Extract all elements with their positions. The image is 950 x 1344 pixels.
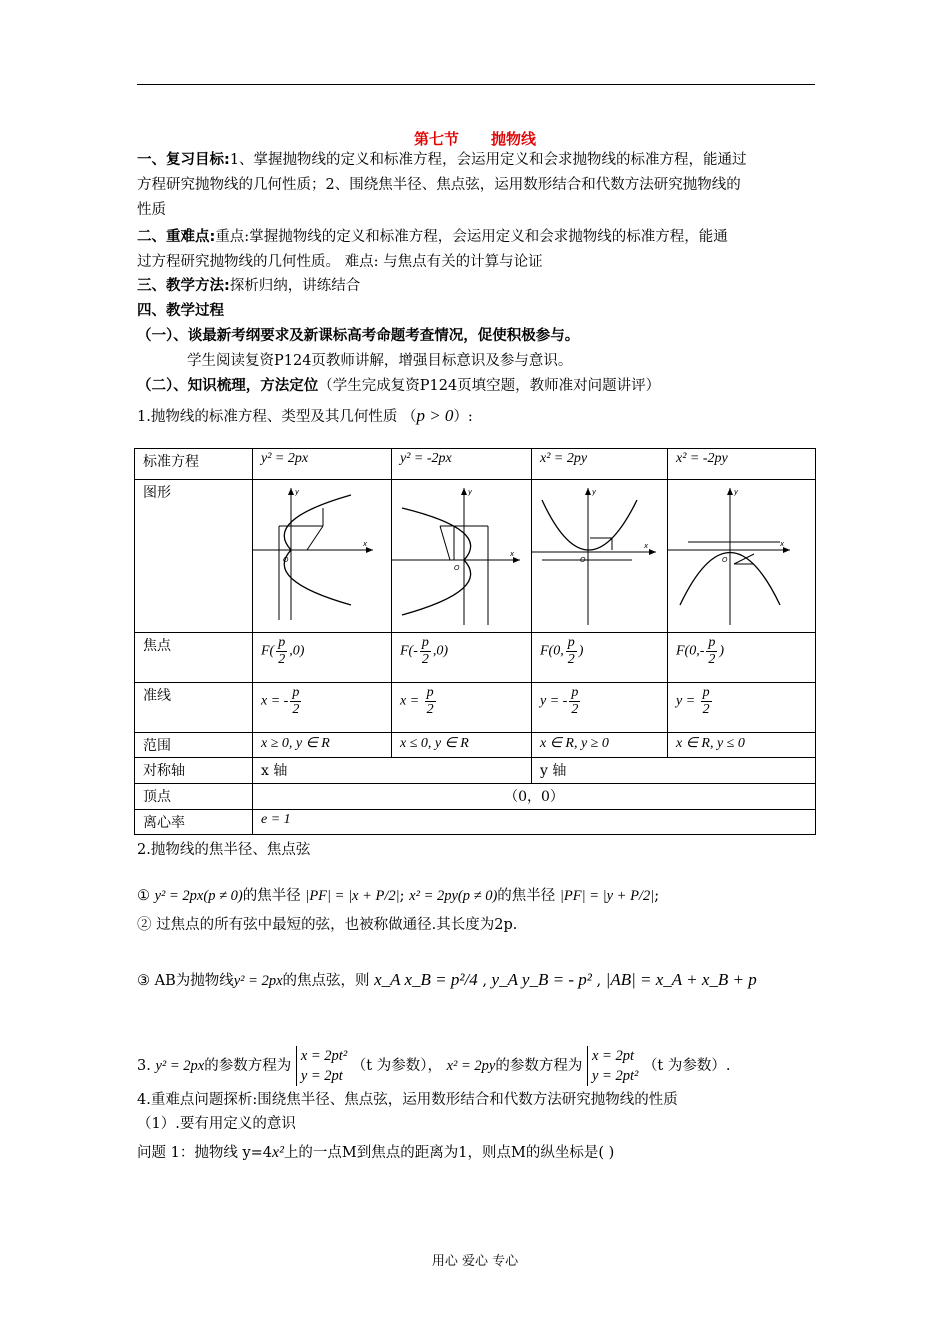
svg-text:x: x: [780, 540, 785, 548]
goals-line-2: 方程研究抛物线的几何性质；2、围绕焦半径、焦点弦，运用数形结合和代数方法研究抛物线的: [137, 177, 741, 193]
item3-line: 3. y² = 2px的参数方程为 x = 2pt² y = 2pt （t 为参数）， x² = 2py的参数方程为 x = 2pt y = 2pt² （t 为参数）.: [137, 1048, 731, 1084]
svg-text:y: y: [295, 488, 300, 496]
axis-y-cell: y 轴: [532, 758, 816, 784]
item2-line-3: ③ AB为抛物线y² = 2px的焦点弦，则 x_A x_B = p²/4 , y_A y_B = - p² , |AB| = x_A + x_B + p: [137, 970, 757, 989]
header-rule: [137, 84, 815, 85]
graph-right-opening: [253, 480, 391, 628]
directrix-cell: x = $\frac{p}{2}$: [392, 683, 532, 733]
page-title: 第七节 抛物线: [413, 130, 537, 148]
item1-line: 1.抛物线的标准方程、类型及其几何性质 （p > 0）:: [137, 406, 473, 425]
graph-cell: [392, 480, 532, 633]
row-label: 图形: [135, 480, 253, 633]
eq-cell: x² = 2py: [532, 449, 668, 480]
svg-text:x: x: [510, 550, 515, 558]
item4-sub: （1）.要有用定义的意识: [137, 1116, 296, 1132]
svg-text:y: y: [734, 488, 739, 496]
range-cell: x ∈ R, y ≤ 0: [668, 733, 816, 758]
goals-line-1: 一、复习目标:1、掌握抛物线的定义和标准方程，会运用定义和会求抛物线的标准方程，能通过: [137, 152, 747, 168]
process-heading: 四、教学过程: [137, 303, 224, 319]
svg-text:O: O: [283, 556, 289, 564]
vertex-cell: （0，0）: [253, 784, 816, 810]
graph-left-opening: [392, 480, 530, 628]
svg-text:y: y: [468, 488, 473, 496]
item4-line: 4.重难点问题探析:围绕焦半径、焦点弦，运用数形结合和代数方法研究抛物线的性质: [137, 1092, 678, 1108]
directrix-cell: y = - $\frac{p}{2}$: [532, 683, 668, 733]
item2-line-2: ② 过焦点的所有弦中最短的弦，也被称做通径.其长度为2p.: [137, 917, 518, 933]
svg-text:x: x: [644, 542, 649, 550]
svg-text:O: O: [722, 556, 728, 564]
key-line-1: 二、重难点:重点:掌握抛物线的定义和标准方程，会运用定义和会求抛物线的标准方程，能通: [137, 229, 728, 245]
row-label: 顶点: [135, 784, 253, 810]
axis-x-cell: x 轴: [253, 758, 532, 784]
row-label: 焦点: [135, 633, 253, 683]
part1-text: 学生阅读复资P124页教师讲解，增强目标意识及参与意识。: [187, 353, 573, 369]
range-cell: x ≥ 0, y ∈ R: [253, 733, 392, 758]
range-cell: x ∈ R, y ≥ 0: [532, 733, 668, 758]
row-label: 范围: [135, 733, 253, 758]
row-label: 准线: [135, 683, 253, 733]
focus-cell: F(0, $\frac{p}{2}$ ): [532, 633, 668, 683]
graph-cell: [532, 480, 668, 633]
method-line: 三、教学方法:探析归纳，讲练结合: [137, 278, 361, 294]
graph-cell: [253, 480, 392, 633]
svg-text:y: y: [592, 488, 597, 496]
row-label: 标准方程: [135, 449, 253, 480]
param-system-2: x = 2pt y = 2pt²: [587, 1046, 638, 1086]
focus-cell: F(- $\frac{p}{2}$ ,0): [392, 633, 532, 683]
key-line-2: 过方程研究抛物线的几何性质。 难点: 与焦点有关的计算与论证: [137, 254, 543, 270]
directrix-cell: y = $\frac{p}{2}$: [668, 683, 816, 733]
eq-cell: y² = 2px: [253, 449, 392, 480]
svg-text:O: O: [454, 564, 460, 572]
graph-cell: [668, 480, 816, 633]
eccentricity-cell: e = 1: [253, 810, 816, 835]
focus-cell: F(0,- $\frac{p}{2}$ ): [668, 633, 816, 683]
svg-text:O: O: [580, 556, 586, 564]
param-system-1: x = 2pt² y = 2pt: [296, 1046, 347, 1086]
focus-cell: F( $\frac{p}{2}$ ,0): [253, 633, 392, 683]
item2-title: 2.抛物线的焦半径、焦点弦: [137, 842, 311, 858]
svg-text:x: x: [363, 540, 368, 548]
item2-line-1: ① y² = 2px(p ≠ 0)的焦半径 |PF| = |x + P/2|; x² = 2py(p ≠ 0)的焦半径 |PF| = |y + P/2|;: [137, 888, 660, 904]
range-cell: x ≤ 0, y ∈ R: [392, 733, 532, 758]
directrix-cell: x = - $\frac{p}{2}$: [253, 683, 392, 733]
part1-heading: （一）、谈最新考纲要求及新课标高考命题考查情况，促使积极参与。: [137, 328, 580, 344]
eq-cell: y² = -2px: [392, 449, 532, 480]
properties-table: [134, 448, 816, 835]
page-footer: 用心 爱心 专心: [431, 1254, 519, 1269]
eq-cell: x² = -2py: [668, 449, 816, 480]
part2-line: （二）、知识梳理，方法定位（学生完成复资P124页填空题，教师准对问题讲评）: [137, 378, 661, 394]
goals-line-3: 性质: [137, 202, 166, 218]
row-label: 离心率: [135, 810, 253, 835]
question-1: 问题 1：抛物线 y=4x²上的一点M到焦点的距离为1，则点M的纵坐标是( ): [137, 1144, 615, 1161]
row-label: 对称轴: [135, 758, 253, 784]
graph-up-opening: [532, 480, 666, 628]
graph-down-opening: [668, 480, 808, 628]
